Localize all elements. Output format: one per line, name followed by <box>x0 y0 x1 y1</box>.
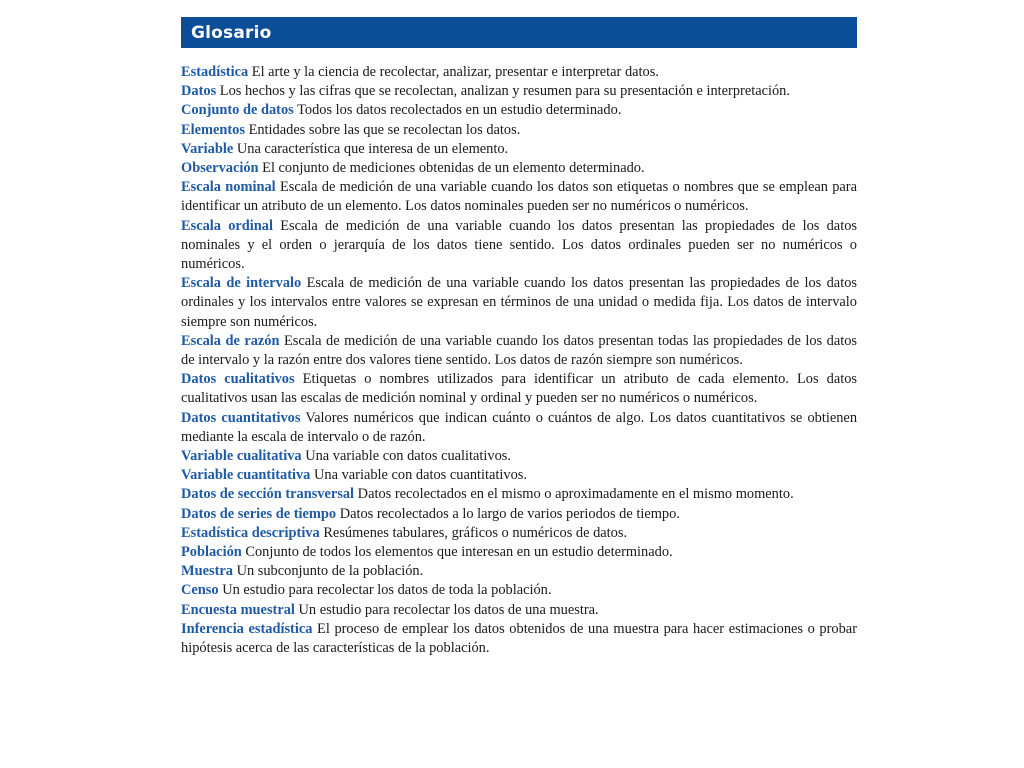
glossary-entry <box>181 370 857 408</box>
entry-definition: Valores numéricos que indican cuánto o cuántos de algo. Los datos cuantitativos se obtienen mediante la escala de intervalo o de razón. <box>181 409 858 445</box>
glossary-entry <box>181 620 857 658</box>
glossary-entry <box>181 466 857 485</box>
entry-term: Encuesta muestral <box>181 601 295 618</box>
glossary-entry <box>181 447 857 466</box>
entry-definition: Datos recolectados en el mismo o aproximadamente en el mismo momento. <box>357 486 794 503</box>
glossary-entry <box>181 101 857 120</box>
glossary-page <box>181 17 857 658</box>
entry-definition: Todos los datos recolectados en un estudio determinado. <box>297 102 622 119</box>
entry-term: Variable <box>181 140 234 157</box>
glossary-entry <box>181 178 857 216</box>
entry-definition: Escala de medición de una variable cuando los datos presentan las propiedades de los datos ordinales y los intervalos entre valores se expresan en términos de una unidad o medida fija. Los datos de intervalo siempre son numéricos. <box>181 275 857 330</box>
entry-definition: Resúmenes tabulares, gráficos o numéricos de datos. <box>323 524 628 541</box>
entry-term: Escala ordinal <box>181 217 273 234</box>
glossary-entry <box>181 562 857 581</box>
entry-definition: Conjunto de todos los elementos que interesan en un estudio determinado. <box>245 544 673 561</box>
glossary-entry <box>181 485 857 504</box>
entry-definition: Un estudio para recolectar los datos de una muestra. <box>298 601 599 618</box>
glossary-entry <box>181 121 857 140</box>
entry-definition: Los hechos y las cifras que se recolectan, analizan y resumen para su presentación e interpretación. <box>219 83 790 100</box>
entry-definition: El conjunto de mediciones obtenidas de un elemento determinado. <box>262 160 645 177</box>
glossary-entries <box>181 63 857 658</box>
glossary-entry <box>181 332 857 370</box>
entry-definition: Una característica que interesa de un elemento. <box>236 140 509 157</box>
entry-term: Estadística descriptiva <box>181 524 320 541</box>
entry-term: Conjunto de datos <box>181 102 294 119</box>
entry-definition: Entidades sobre las que se recolectan los datos. <box>248 121 521 138</box>
entry-definition: Datos recolectados a lo largo de varios periodos de tiempo. <box>339 505 680 522</box>
glossary-entry <box>181 581 857 600</box>
entry-definition: Un subconjunto de la población. <box>236 563 424 580</box>
entry-definition: Escala de medición de una variable cuando los datos presentan las propiedades de los datos nominales y el orden o jerarquía de los datos tiene sentido. Los datos ordinales pueden ser no numéricos o numéricos. <box>181 217 857 273</box>
entry-definition: Una variable con datos cualitativos. <box>305 448 512 465</box>
glossary-entry <box>181 140 857 159</box>
glossary-entry <box>181 524 857 543</box>
entry-term: Muestra <box>181 563 233 580</box>
entry-term: Datos de series de tiempo <box>181 505 337 522</box>
entry-term: Escala nominal <box>181 179 276 196</box>
entry-term: Datos de sección transversal <box>181 486 355 503</box>
entry-term: Censo <box>181 582 219 599</box>
entry-term: Observación <box>181 160 259 177</box>
entry-definition: Un estudio para recolectar los datos de toda la población. <box>222 582 552 599</box>
glossary-entry <box>181 505 857 524</box>
entry-definition: El proceso de emplear los datos obtenidos de una muestra para hacer estimaciones o probar hipótesis acerca de las características de la población. <box>181 620 857 657</box>
entry-term: Variable cualitativa <box>181 448 302 465</box>
glossary-entry <box>181 82 857 101</box>
entry-definition: Etiquetas o nombres utilizados para identificar un atributo de cada elemento. Los datos cualitativos usan las escalas de medición nominal y ordinal y pueden ser no numéricos o numéricos. <box>181 371 857 407</box>
entry-term: Escala de razón <box>181 332 280 349</box>
entry-definition: Una variable con datos cuantitativos. <box>314 467 527 484</box>
entry-definition: El arte y la ciencia de recolectar, analizar, presentar e interpretar datos. <box>251 64 659 80</box>
entry-term: Datos <box>181 83 217 100</box>
entry-term: Escala de intervalo <box>181 275 302 292</box>
entry-term: Inferencia estadística <box>181 620 313 637</box>
glossary-entry <box>181 63 857 82</box>
entry-definition: Escala de medición de una variable cuando los datos presentan todas las propiedades de los datos de intervalo y la razón entre dos valores tiene sentido. Los datos de razón siempre son numéricos. <box>181 332 858 369</box>
entry-term: Elementos <box>181 121 245 138</box>
glossary-entry <box>181 409 857 447</box>
glossary-entry <box>181 543 857 562</box>
glossary-entry <box>181 601 857 620</box>
entry-definition: Escala de medición de una variable cuando los datos son etiquetas o nombres que se emplean para identificar un atributo de un elemento. Los datos nominales pueden ser no numéricos o numéricos. <box>181 179 857 215</box>
entry-term: Datos cualitativos <box>181 371 295 388</box>
glossary-entry <box>181 159 857 178</box>
entry-term: Estadística <box>181 64 249 80</box>
glossary-title: Glosario <box>191 22 272 43</box>
entry-term: Población <box>181 544 242 561</box>
glossary-entry <box>181 217 857 275</box>
glossary-header <box>181 17 857 48</box>
entry-term: Datos cuantitativos <box>181 409 301 426</box>
entry-term: Variable cuantitativa <box>181 467 311 484</box>
glossary-entry <box>181 274 857 332</box>
